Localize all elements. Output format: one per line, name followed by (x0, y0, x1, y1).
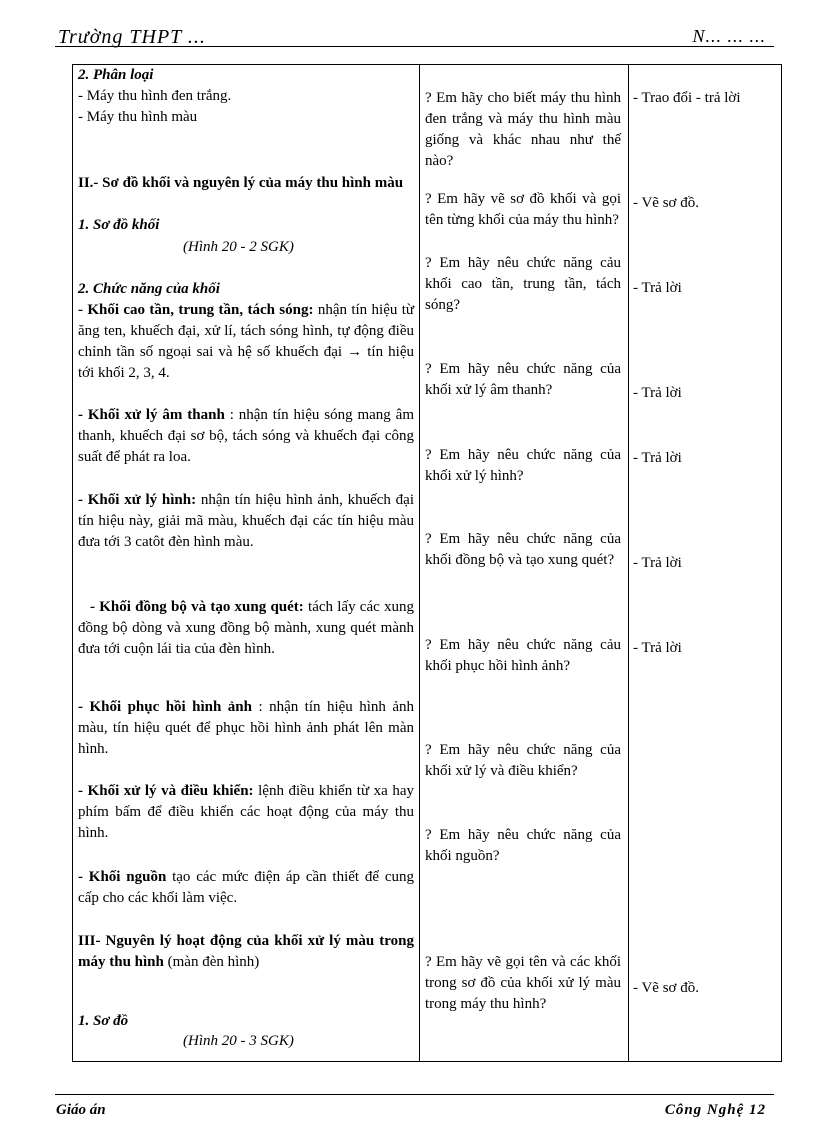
khoi-phuc-hoi-paragraph (78, 697, 414, 760)
khoi-nguon-paragraph (78, 867, 414, 909)
khoi-dong-bo-text: tách lấy các xung đồng bộ dòng và xung đồng bộ mành, xung quét mành đưa tới cuộn lái tia của đèn hình. (78, 599, 415, 657)
so-do-khoi-heading: 1. Sơ đồ khối (78, 217, 160, 233)
question-6: ? Em hãy nêu chức năng của khối đồng bộ và tạo xung quét? (425, 531, 621, 568)
figure-ref-20-2: (Hình 20 - 2 SGK) (183, 239, 294, 255)
answer-6: - Trả lời (633, 555, 682, 571)
question-1: ? Em hãy cho biết máy thu hình đen trắng và máy thu hình màu giống và khác nhau như thế nào? (425, 90, 621, 169)
question-2: ? Em hãy vẽ sơ đồ khối và gọi tên từng khối của máy thu hình? (425, 191, 621, 228)
chuc-nang-heading: 2. Chức năng của khối (78, 281, 220, 297)
answer-3: - Trả lời (633, 280, 682, 296)
question-10: ? Em hãy vẽ gọi tên và các khối trong sơ đồ của khối xử lý màu trong máy thu hình? (425, 954, 621, 1012)
so-do-heading: 1. Sơ đồ (78, 1013, 129, 1029)
activity-column (633, 65, 777, 1061)
section-3-note: (màn đèn hình) (167, 954, 260, 970)
footer-right: Công Nghệ 12 (664, 1102, 766, 1118)
khoi-am-thanh-text: : nhận tín hiệu sóng mang âm thanh, khuếch đại sơ bộ, tách sóng và khuếch đại công suất để phát ra loa. (78, 407, 415, 465)
khoi-nguon-title: - Khối nguồn (78, 869, 167, 885)
question-4: ? Em hãy nêu chức năng của khối xử lý âm thanh? (425, 361, 621, 398)
header-school-name: Trường THPT ... (58, 26, 206, 48)
column-divider-2 (628, 65, 629, 1061)
question-8: ? Em hãy nêu chức năng của khối xử lý và điều khiển? (425, 742, 621, 779)
answer-2: - Vẽ sơ đồ. (633, 195, 699, 211)
column-divider-1 (419, 65, 420, 1061)
khoi-nguon-text: tạo các mức điện áp cần thiết để cung cấp cho các khối làm việc. (78, 869, 414, 906)
answer-4: - Trả lời (633, 385, 682, 401)
answer-1: - Trao đổi - trả lời (633, 90, 741, 106)
khoi-dong-bo-title: - Khối đồng bộ và tạo xung quét: (90, 599, 304, 615)
section-2-heading: II.- Sơ đồ khối và nguyên lý của máy thu hình màu (78, 175, 404, 191)
khoi-dong-bo-paragraph (78, 597, 414, 660)
khoi-dieu-khien-text: lệnh điều khiển từ xa hay phím bấm để điều khiển các hoạt động của máy thu hình. (78, 783, 415, 841)
question-7: ? Em hãy nêu chức năng cảu khối phục hồi hình ảnh? (425, 637, 621, 674)
khoi-hinh-paragraph (78, 490, 414, 553)
khoi-cao-tan-paragraph (78, 300, 414, 384)
footer-left: Giáo án (56, 1102, 106, 1118)
answer-8: - Vẽ sơ đồ. (633, 980, 699, 996)
lesson-table (72, 64, 782, 1062)
phan-loai-heading: 2. Phân loại (78, 67, 154, 83)
khoi-hinh-title: - Khối xử lý hình: (78, 492, 197, 508)
khoi-phuc-hoi-text: : nhận tín hiệu hình ảnh màu, tín hiệu quét để phục hồi hình ảnh phát lên màn hình. (78, 699, 415, 757)
question-column (425, 65, 621, 1061)
content-column (78, 65, 414, 1061)
answer-5: - Trả lời (633, 450, 682, 466)
header-rule (55, 46, 774, 47)
khoi-dieu-khien-title: - Khối xử lý và điều khiển: (78, 783, 254, 799)
khoi-hinh-text: nhận tín hiệu hình ảnh, khuếch đại tín hiệu này, giải mã màu, khuếch đại các tín hiệu màu đưa tới 3 catôt đèn hình màu. (78, 492, 414, 550)
khoi-cao-tan-title: - Khối cao tần, trung tần, tách sóng: (78, 302, 314, 318)
khoi-am-thanh-paragraph (78, 405, 414, 468)
figure-ref-20-3: (Hình 20 - 3 SGK) (183, 1033, 294, 1049)
phan-loai-item-2: - Máy thu hình màu (78, 109, 198, 125)
khoi-dieu-khien-paragraph (78, 781, 414, 844)
section-3-heading: III- Nguyên lý hoạt động của khối xử lý màu trong máy thu hình (78, 933, 414, 970)
khoi-phuc-hoi-title: - Khối phục hồi hình ảnh (78, 699, 252, 715)
footer-rule (55, 1094, 774, 1095)
khoi-cao-tan-text: nhận tín hiệu từ ăng ten, khuếch đại, xử lí, tách sóng hình, tự động điều chỉnh tần số ngoại sai và hệ số khuếch đại → tín hiệu tới khối 2, 3, 4. (78, 302, 414, 381)
answer-7: - Trả lời (633, 640, 682, 656)
phan-loai-item-1: - Máy thu hình đen trắng. (78, 88, 232, 104)
question-9: ? Em hãy nêu chức năng của khối nguồn? (425, 827, 621, 864)
header-teacher-name: N... ... ... (692, 26, 766, 46)
question-5: ? Em hãy nêu chức năng của khối xử lý hình? (425, 447, 621, 484)
section-3-paragraph (78, 931, 414, 973)
khoi-am-thanh-title: - Khối xử lý âm thanh (78, 407, 225, 423)
question-3: ? Em hãy nêu chức năng cảu khối cao tần, trung tần, tách sóng? (425, 255, 621, 313)
